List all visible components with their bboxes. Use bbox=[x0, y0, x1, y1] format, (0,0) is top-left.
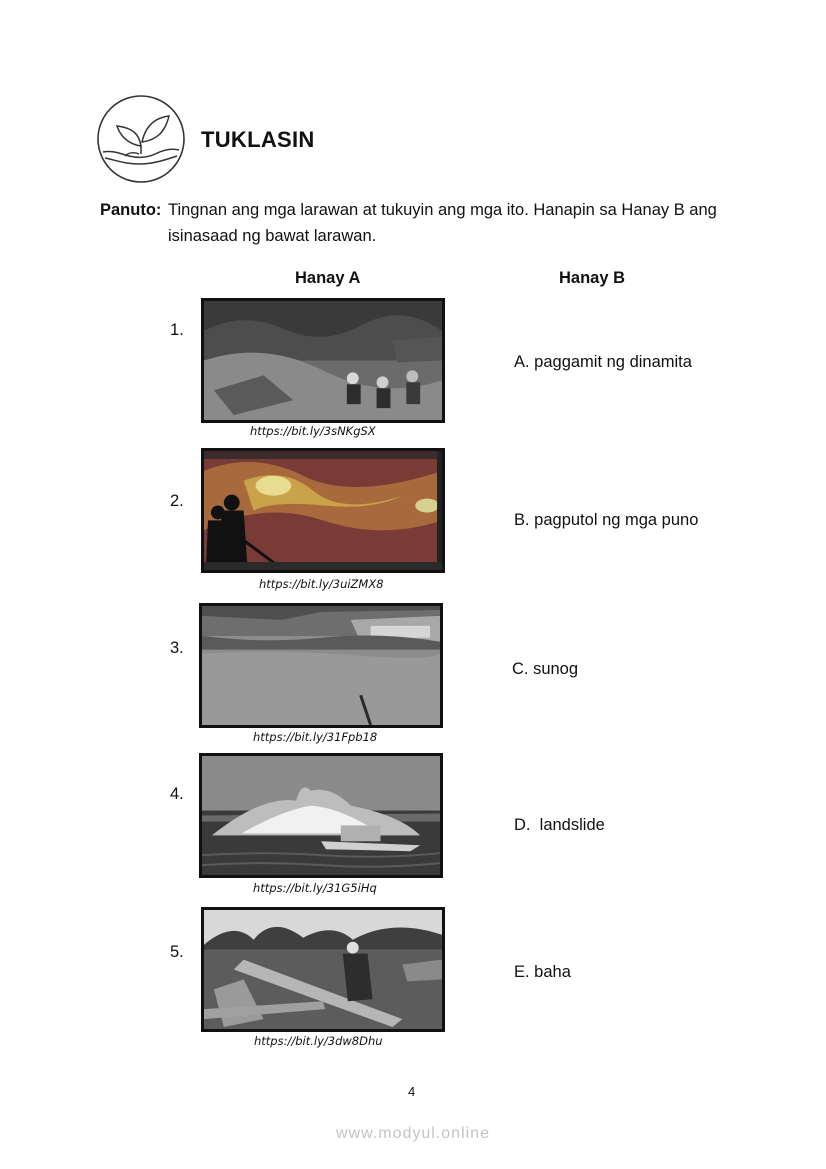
hands-seedling-icon bbox=[95, 94, 187, 184]
choice-c: C. sunog bbox=[512, 660, 579, 678]
cut-logs-photo bbox=[201, 907, 445, 1032]
image-source-link[interactable]: https://bit.ly/3uiZMX8 bbox=[259, 577, 384, 591]
instructions-text-line2: isinasaad ng bawat larawan. bbox=[168, 227, 377, 245]
instructions-label: Panuto: bbox=[100, 201, 162, 219]
page-number: 4 bbox=[408, 1084, 416, 1099]
choice-e: E. baha bbox=[514, 963, 571, 981]
choice-d: D. landslide bbox=[514, 816, 605, 834]
image-source-link[interactable]: https://bit.ly/3sNKgSX bbox=[250, 424, 376, 438]
item-number: 5. bbox=[170, 943, 184, 961]
section-title: TUKLASIN bbox=[201, 127, 315, 152]
choice-a: A. paggamit ng dinamita bbox=[514, 353, 692, 371]
item-number: 4. bbox=[170, 785, 184, 803]
dynamite-fishing-photo bbox=[199, 753, 443, 878]
image-source-link[interactable]: https://bit.ly/31G5iHq bbox=[253, 881, 377, 895]
column-a-header: Hanay A bbox=[295, 269, 361, 287]
item-number: 3. bbox=[170, 639, 184, 657]
item-number: 2. bbox=[170, 492, 184, 510]
footer-watermark: www.modyul.online bbox=[336, 1125, 490, 1142]
instructions-text-line1: Tingnan ang mga larawan at tukuyin ang mga ito. Hanapin sa Hanay B ang bbox=[168, 201, 717, 219]
image-source-link[interactable]: https://bit.ly/31Fpb18 bbox=[253, 730, 378, 744]
landslide-rescue-photo bbox=[201, 298, 445, 423]
flooded-area-photo bbox=[199, 603, 443, 728]
column-b-header: Hanay B bbox=[559, 269, 626, 287]
choice-b: B. pagputol ng mga puno bbox=[514, 511, 699, 529]
firefighters-fire-photo bbox=[201, 448, 445, 573]
item-number: 1. bbox=[170, 321, 184, 339]
image-source-link[interactable]: https://bit.ly/3dw8Dhu bbox=[254, 1034, 383, 1048]
